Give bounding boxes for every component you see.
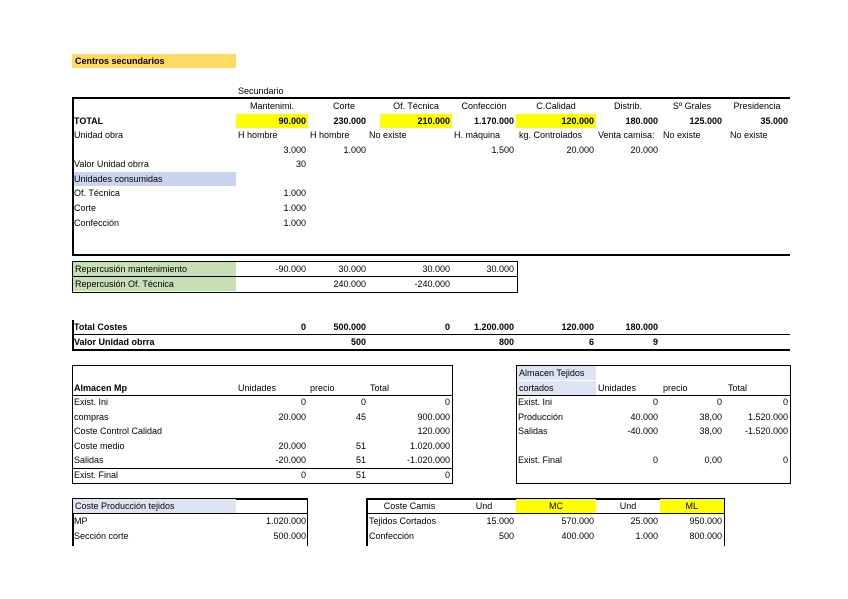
total-costes-value: 1.200.000: [473, 322, 514, 332]
total-value: 120.000: [516, 114, 596, 128]
header-distrib: Distrib.: [613, 101, 642, 111]
units-value: 1.500: [491, 145, 514, 155]
coste-prod-row-label: Sección corte: [74, 531, 129, 541]
almacen-tejidos-row-precio: 38,00: [699, 426, 722, 436]
unidad-obra-value: No existe: [369, 130, 407, 140]
header-of-tecnica: Of. Técnica: [393, 101, 439, 111]
consumo-value: 1.000: [283, 218, 306, 228]
almacen-tejidos-row-label: Salidas: [518, 426, 548, 436]
total-value: 180.000: [625, 116, 658, 126]
almacen-mp-row-total: -1.020.000: [406, 455, 450, 465]
coste-prod-row-label: MP: [74, 516, 88, 526]
repercusion-mant-value: 30.000: [338, 264, 366, 274]
coste-camis-row-value: 570.000: [561, 516, 594, 526]
total-costes-value: 500.000: [333, 322, 366, 332]
almacen-tejidos-row-unidades: 0: [652, 455, 658, 465]
almacen-tejidos-row-total: 1.520.000: [747, 412, 788, 422]
coste-camis-right-border: [724, 498, 726, 546]
consumo-label: Confección: [74, 218, 120, 228]
coste-camis-row-label: Tejidos Cortados: [369, 516, 437, 526]
unidad-obra-value: H. máquina: [454, 130, 501, 140]
almacen-tejidos-row-unidades: -40.000: [627, 426, 658, 436]
almacen-tejidos-col-precio: precio: [663, 383, 688, 393]
total-costes-value: 0: [444, 322, 450, 332]
consumo-value: 1.000: [283, 203, 306, 213]
almacen-tejidos-col-total: Total: [728, 383, 748, 393]
costes-divider: [72, 334, 790, 335]
total-value: 1.170.000: [473, 116, 514, 126]
units-value: 20.000: [566, 145, 594, 155]
consumo-value: 1.000: [283, 188, 306, 198]
coste-camis-row-value: 25.000: [630, 516, 658, 526]
unidad-obra-value: H hombre: [238, 130, 278, 140]
repercusion-of-value: -240.000: [414, 279, 450, 289]
sheet-title: Centros secundarios: [72, 54, 236, 68]
repercusion-mant-value: -90.000: [275, 264, 306, 274]
unidad-obra-value: Venta camisa:: [598, 130, 655, 140]
repercusion-mant-value: 30.000: [486, 264, 514, 274]
consumo-label: Of. Técnica: [74, 188, 120, 198]
header-sgrales: Sº Grales: [672, 101, 712, 111]
units-value: 20.000: [630, 145, 658, 155]
total-value: 210.000: [380, 114, 452, 128]
almacen-tejidos-col-unidades: Unidades: [598, 383, 637, 393]
almacen-mp-title: Almacen Mp: [74, 383, 128, 393]
total-costes-value: 180.000: [625, 322, 658, 332]
repercusion-mant-value: 30.000: [422, 264, 450, 274]
almacen-mp-row-total: 120.000: [417, 426, 450, 436]
coste-prod-row-value: 1.020.000: [265, 516, 306, 526]
coste-prod-row-value: 500.000: [273, 531, 306, 541]
coste-camis-row-value: 1.000: [635, 531, 658, 541]
almacen-mp-row-label: compras: [74, 412, 109, 422]
almacen-tejidos-row-precio: 0,00: [704, 455, 722, 465]
almacen-mp-row-unidades: -20.000: [275, 455, 306, 465]
almacen-mp-row-total: 0: [444, 397, 450, 407]
coste-camis-row-value: 400.000: [561, 531, 594, 541]
total-costes-value: 120.000: [561, 322, 594, 332]
almacen-mp-row-label: Salidas: [74, 455, 104, 465]
unidad-obra-value: No existe: [730, 130, 768, 140]
almacen-mp-row-precio: 45: [355, 412, 366, 422]
coste-camis-row-label: Confección: [369, 531, 415, 541]
total-costes-value: 0: [300, 322, 306, 332]
almacen-mp-row-unidades: 20.000: [278, 412, 306, 422]
repercusion-of-label: Repercusión Of. Técnica: [73, 277, 236, 291]
almacen-tejidos-row-total: 0: [782, 397, 788, 407]
header-corte: Corte: [332, 101, 355, 111]
units-value: 1.000: [343, 145, 366, 155]
coste-camis-header: Coste Camis: [383, 501, 436, 511]
almacen-mp-row-unidades: 20.000: [278, 441, 306, 451]
unidad-obra-value: kg. Controlados: [519, 130, 583, 140]
block-left-border: [72, 97, 74, 255]
almacen-mp-row-total: 900.000: [417, 412, 450, 422]
valor-unidad-value: 30: [295, 159, 306, 169]
unidades-consumidas-label: Unidades consumidas: [72, 172, 236, 186]
almacen-tejidos-row-unidades: 40.000: [630, 412, 658, 422]
coste-camis-header-mc: MC: [516, 499, 596, 513]
almacen-tejidos-row-label: Exist. Final: [518, 455, 563, 465]
unidad-obra-label: Unidad obra: [74, 130, 124, 140]
almacen-tejidos-title-2: cortados: [517, 381, 596, 395]
total-value: 230.000: [333, 116, 366, 126]
almacen-tejidos-row-label: Producción: [518, 412, 564, 422]
header-calidad: C.Calidad: [536, 101, 576, 111]
valor-unidad-obrra-label: Valor Unidad obrra: [74, 337, 155, 347]
almacen-mp-row-label: Coste Control Calidad: [74, 426, 163, 436]
almacen-mp-row-precio: 51: [355, 470, 366, 480]
valor-unidad-obrra-value: 500: [350, 337, 366, 347]
almacen-tejidos-title: Almacen Tejidos: [517, 366, 596, 380]
almacen-mp-col-total: Total: [370, 383, 390, 393]
coste-produccion-title: Coste Producción tejidos: [73, 499, 236, 513]
almacen-mp-row-precio: 51: [355, 455, 366, 465]
consumo-label: Corte: [74, 203, 97, 213]
costes-bottom-border: [72, 349, 790, 351]
almacen-mp-col-unidades: Unidades: [238, 383, 277, 393]
almacen-mp-row-precio: 51: [355, 441, 366, 451]
secundario-label: Secundario: [238, 86, 284, 96]
almacen-mp-col-precio: precio: [310, 383, 335, 393]
almacen-mp-row-total: 0: [444, 470, 450, 480]
unidad-obra-value: H hombre: [310, 130, 350, 140]
total-value: 35.000: [760, 116, 788, 126]
units-value: 3.000: [283, 145, 306, 155]
almacen-mp-row-label: Exist. Ini: [74, 397, 109, 407]
almacen-mp-row-label: Coste medio: [74, 441, 125, 451]
almacen-mp-row-total: 1.020.000: [409, 441, 450, 451]
coste-prod-right-border: [307, 498, 309, 546]
coste-camis-header-und: Und: [475, 501, 493, 511]
almacen-mp-row-precio: 0: [360, 397, 366, 407]
block-bottom-border: [72, 254, 790, 256]
coste-camis-header-ml: ML: [660, 499, 724, 513]
almacen-tejidos-row-precio: 0: [716, 397, 722, 407]
total-value: 90.000: [236, 114, 308, 128]
total-label: TOTAL: [74, 116, 104, 126]
coste-camis-row-value: 800.000: [689, 531, 722, 541]
valor-unidad-obrra-value: 9: [652, 337, 658, 347]
repercusion-mant-label: Repercusión mantenimiento: [73, 262, 236, 276]
coste-camis-row-value: 500: [498, 531, 514, 541]
header-confeccion: Confección: [461, 101, 507, 111]
total-costes-label: Total Costes: [74, 322, 128, 332]
valor-unidad-obrra-value: 800: [498, 337, 514, 347]
header-mantenimiento: Mantenimi.: [249, 101, 294, 111]
coste-camis-row-value: 950.000: [689, 516, 722, 526]
almacen-mp-row-unidades: 0: [300, 470, 306, 480]
almacen-tejidos-row-precio: 38,00: [699, 412, 722, 422]
almacen-tejidos-row-total: 0: [782, 455, 788, 465]
coste-camis-header-und: Und: [619, 501, 637, 511]
almacen-mp-row-label: Exist. Final: [74, 470, 119, 480]
total-value: 125.000: [689, 116, 722, 126]
header-presidencia: Presidencia: [733, 101, 781, 111]
valor-unidad-obrra-value: 6: [588, 337, 594, 347]
repercusion-of-value: 240.000: [333, 279, 366, 289]
unidad-obra-value: No existe: [663, 130, 701, 140]
almacen-tejidos-row-total: -1.520.000: [744, 426, 788, 436]
almacen-tejidos-row-label: Exist. Ini: [518, 397, 553, 407]
almacen-tejidos-row-unidades: 0: [652, 397, 658, 407]
valor-unidad-label: Valor Unidad obrra: [74, 159, 149, 169]
coste-camis-row-value: 15.000: [486, 516, 514, 526]
almacen-mp-row-unidades: 0: [300, 397, 306, 407]
